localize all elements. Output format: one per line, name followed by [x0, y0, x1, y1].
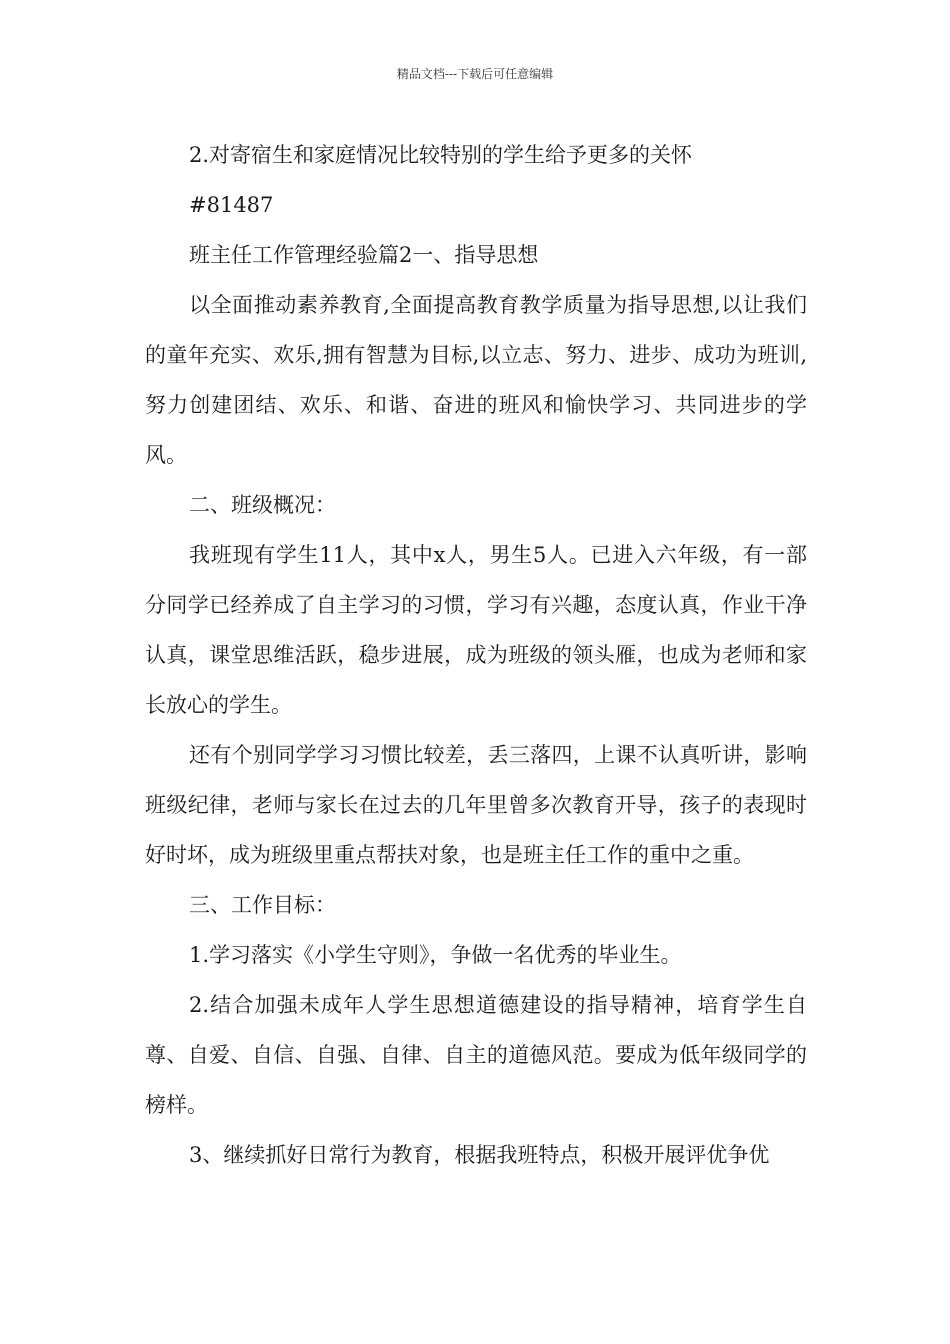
list-item-goal-2: 2.结合加强未成年人学生思想道德建设的指导精神，培育学生自尊、自爱、自信、自强、自律、自主的道德风范。要成为低年级同学的榜样。 — [145, 993, 807, 1117]
page-header: 精品文档---下载后可任意编辑 — [396, 67, 554, 81]
section-heading-class-overview: 二、班级概况： — [189, 493, 336, 517]
paragraph-class-overview: 我班现有学生11人，其中x人，男生5人。已进入六年级，有一部分同学已经养成了自主学习的习惯，学习有兴趣，态度认真，作业干净认真，课堂思维活跃，稳步进展，成为班级的领头雁，也成为老师和家长放心的学生。 — [145, 543, 807, 717]
list-item-goal-1: 1.学习落实《小学生守则》，争做一名优秀的毕业生。 — [189, 943, 682, 967]
list-item-goal-3: 3、继续抓好日常行为教育，根据我班特点，积极开展评优争优 — [189, 1143, 770, 1167]
paragraph-guiding-ideology: 以全面推动素养教育,全面提高教育教学质量为指导思想,以让我们的童年充实、欢乐,拥有智慧为目标,以立志、努力、进步、成功为班训,努力创建团结、欢乐、和谐、奋进的班风和愉快学习、共同进步的学风。 — [145, 293, 807, 467]
paragraph-problem-students: 还有个别同学学习习惯比较差，丢三落四，上课不认真听讲，影响班级纪律，老师与家长在过去的几年里曾多次教育开导，孩子的表现时好时坏，成为班级里重点帮扶对象，也是班主任工作的重中之重。 — [145, 743, 807, 867]
paragraph-care-boarding-students: 2.对寄宿生和家庭情况比较特别的学生给予更多的关怀 — [189, 143, 693, 167]
section-heading-work-goals: 三、工作目标： — [189, 893, 336, 917]
paragraph-id-number: #81487 — [189, 193, 274, 217]
section-heading-guiding-ideology: 班主任工作管理经验篇2一、指导思想 — [189, 243, 539, 267]
document-body — [145, 130, 807, 1180]
